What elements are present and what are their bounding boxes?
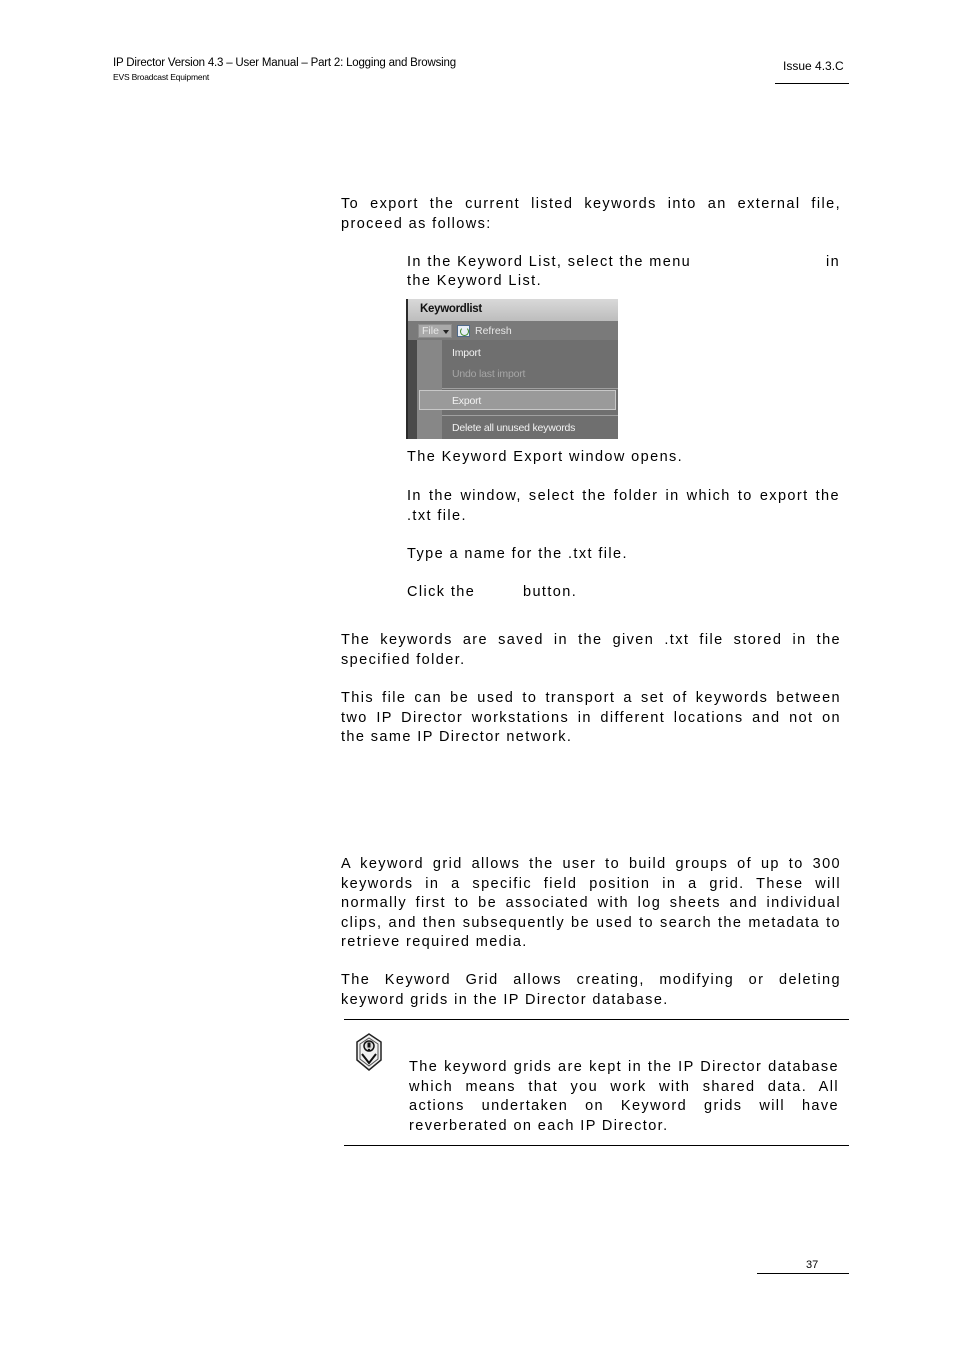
keyword-list-title: Keywordlist	[420, 303, 482, 315]
grid-description: The Keyword Grid allows creating, modifying or deleting keyword grids in the IP Director database.	[341, 972, 841, 1008]
transport-note: This file can be used to transport a set of keywords between two IP Director workstations in different locations and not on the same IP Director network.	[341, 690, 841, 745]
export-result: The keywords are saved in the given .txt file stored in the specified folder.	[341, 632, 841, 668]
warning-icon	[354, 1032, 384, 1072]
refresh-button-label[interactable]: Refresh	[475, 325, 512, 337]
menu-item-export-highlight[interactable]	[419, 390, 616, 410]
file-menu-button[interactable]	[418, 324, 452, 338]
keyword-list-screenshot	[406, 299, 618, 439]
menu-item-import[interactable]: Import	[452, 347, 481, 359]
footer-rule	[757, 1273, 849, 1274]
menu-separator	[442, 415, 618, 416]
note-top-rule	[344, 1019, 849, 1020]
refresh-icon[interactable]	[457, 325, 470, 337]
menu-item-delete-unused[interactable]: Delete all unused keywords	[452, 422, 576, 434]
menu-item-undo-last-import: Undo last import	[452, 368, 526, 380]
export-intro: To export the current listed keywords into an external file, proceed as follows:	[341, 196, 841, 232]
header-title: IP Director Version 4.3 – User Manual – Part 2: Logging and Browsing	[113, 57, 456, 69]
step3-text: Type a name for the .txt file.	[407, 546, 628, 562]
page-number: 37	[806, 1259, 819, 1271]
menu-item-export[interactable]: Export	[452, 395, 482, 407]
keyword-list-toolbar	[408, 321, 618, 340]
step4-text-a: Click the	[407, 584, 476, 600]
step1-text-a: In the Keyword List, select the menu	[407, 254, 692, 270]
chevron-down-icon	[443, 330, 449, 334]
step1-result: The Keyword Export window opens.	[407, 449, 684, 465]
step4-text-b: button.	[523, 584, 578, 600]
header-subtitle: EVS Broadcast Equipment	[113, 72, 210, 82]
file-menu-label: File	[422, 325, 439, 337]
header-issue: Issue 4.3.C	[783, 59, 844, 73]
step1-text-b: in	[826, 254, 841, 270]
panel-sidebar	[408, 340, 417, 439]
step2-text: In the window, select the folder in which to export the .txt file.	[407, 488, 840, 524]
step1-text-c: the Keyword List.	[407, 273, 543, 289]
header-rule	[775, 83, 849, 84]
menu-separator	[442, 388, 618, 389]
note-bottom-rule	[344, 1145, 849, 1146]
keyword-list-titlebar	[408, 299, 618, 321]
note-text: The keyword grids are kept in the IP Director database which means that you work with shared data. All actions undertaken on Keyword grids will have reverberated on each IP Director.	[409, 1059, 839, 1134]
grid-intro: A keyword grid allows the user to build groups of up to 300 keywords in a specific field position in a grid. These will normally first to be associated with log sheets and individual clips, and then subsequently be used to search the metadata to retrieve required media.	[341, 856, 841, 950]
